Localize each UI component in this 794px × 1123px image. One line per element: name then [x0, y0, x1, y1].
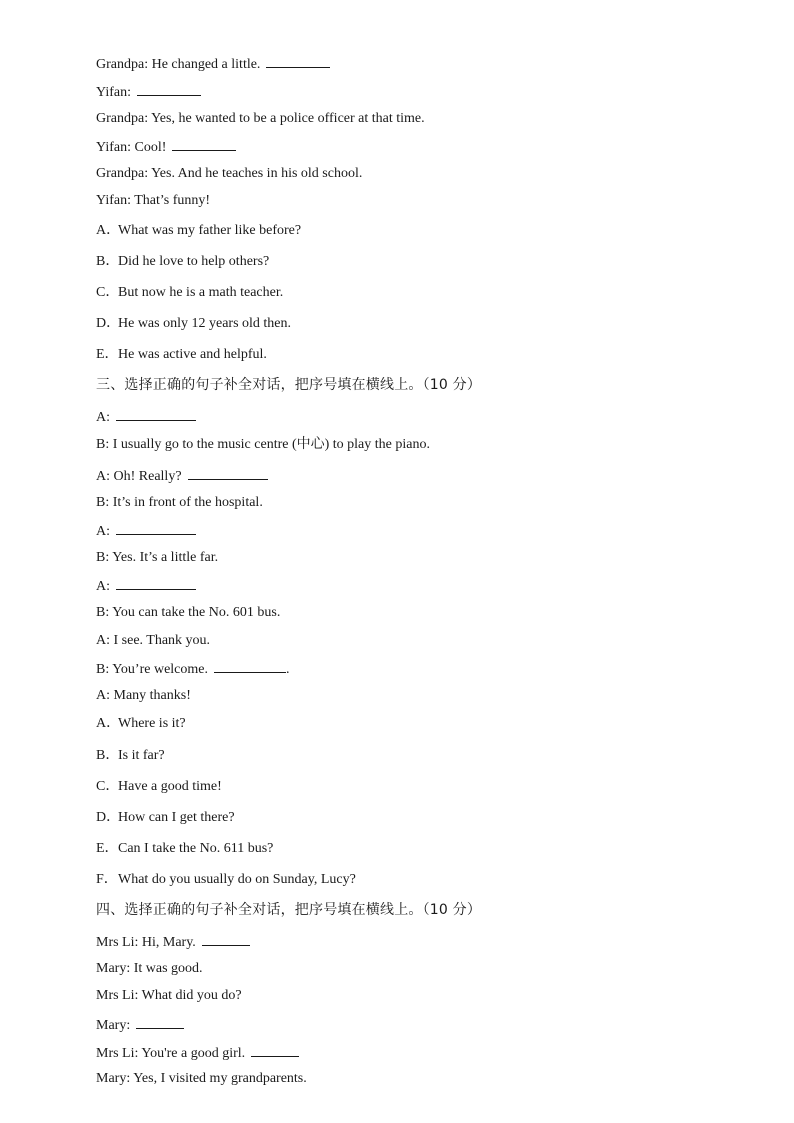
dialogue-line: Yifan: That’s funny!	[96, 193, 211, 208]
section-heading: 三、选择正确的句子补全对话，把序号填在横线上。（10 分）	[96, 377, 482, 393]
answer-blank[interactable]	[172, 137, 236, 151]
dialogue-line: Yifan: Cool!	[96, 137, 236, 157]
option-c: C．But now he is a math teacher.	[96, 285, 284, 300]
dialogue-line: Mary: It was good.	[96, 961, 203, 976]
answer-blank[interactable]	[116, 521, 196, 535]
answer-blank[interactable]	[116, 576, 196, 590]
dialogue-line: Grandpa: Yes, he wanted to be a police officer at that time.	[96, 111, 425, 126]
dialogue-line: B: Yes. It’s a little far.	[96, 550, 219, 565]
option-c: C．Have a good time!	[96, 779, 222, 794]
option-d: D．How can I get there?	[96, 810, 235, 825]
answer-blank[interactable]	[116, 407, 196, 421]
dialogue-line: B: You can take the No. 601 bus.	[96, 605, 281, 620]
dialogue-line: Mrs Li: Hi, Mary.	[96, 932, 250, 952]
answer-blank[interactable]	[214, 659, 286, 673]
dialogue-line: B: I usually go to the music centre (中心) to play the piano.	[96, 437, 430, 452]
answer-blank[interactable]	[188, 466, 268, 480]
option-f: F．What do you usually do on Sunday, Lucy?	[96, 872, 356, 887]
option-b: B．Is it far?	[96, 748, 165, 763]
dialogue-line: A: Oh! Really?	[96, 466, 268, 486]
dialogue-line: B: You’re welcome. .	[96, 659, 290, 679]
option-e: E．Can I take the No. 611 bus?	[96, 841, 274, 856]
section-heading: 四、选择正确的句子补全对话，把序号填在横线上。（10 分）	[96, 902, 482, 918]
option-b: B．Did he love to help others?	[96, 254, 270, 269]
dialogue-line: Mrs Li: What did you do?	[96, 988, 242, 1003]
dialogue-line: Grandpa: He changed a little.	[96, 54, 330, 74]
option-e: E．He was active and helpful.	[96, 347, 267, 362]
dialogue-line: Yifan:	[96, 82, 201, 102]
dialogue-line: Mary:	[96, 1015, 184, 1035]
dialogue-line: Mary: Yes, I visited my grandparents.	[96, 1071, 307, 1086]
dialogue-line: B: It’s in front of the hospital.	[96, 495, 263, 510]
answer-blank[interactable]	[202, 932, 250, 946]
dialogue-line: Mrs Li: You're a good girl.	[96, 1043, 299, 1063]
dialogue-line: Grandpa: Yes. And he teaches in his old school.	[96, 166, 363, 181]
dialogue-line: A:	[96, 521, 196, 541]
dialogue-line: A: I see. Thank you.	[96, 633, 211, 648]
answer-blank[interactable]	[137, 82, 201, 96]
option-d: D．He was only 12 years old then.	[96, 316, 292, 331]
option-a: A．Where is it?	[96, 716, 186, 731]
dialogue-line: A:	[96, 407, 196, 427]
answer-blank[interactable]	[266, 54, 330, 68]
dialogue-line: A:	[96, 576, 196, 596]
dialogue-line: A: Many thanks!	[96, 688, 191, 703]
answer-blank[interactable]	[136, 1015, 184, 1029]
answer-blank[interactable]	[251, 1043, 299, 1057]
option-a: A．What was my father like before?	[96, 223, 302, 238]
